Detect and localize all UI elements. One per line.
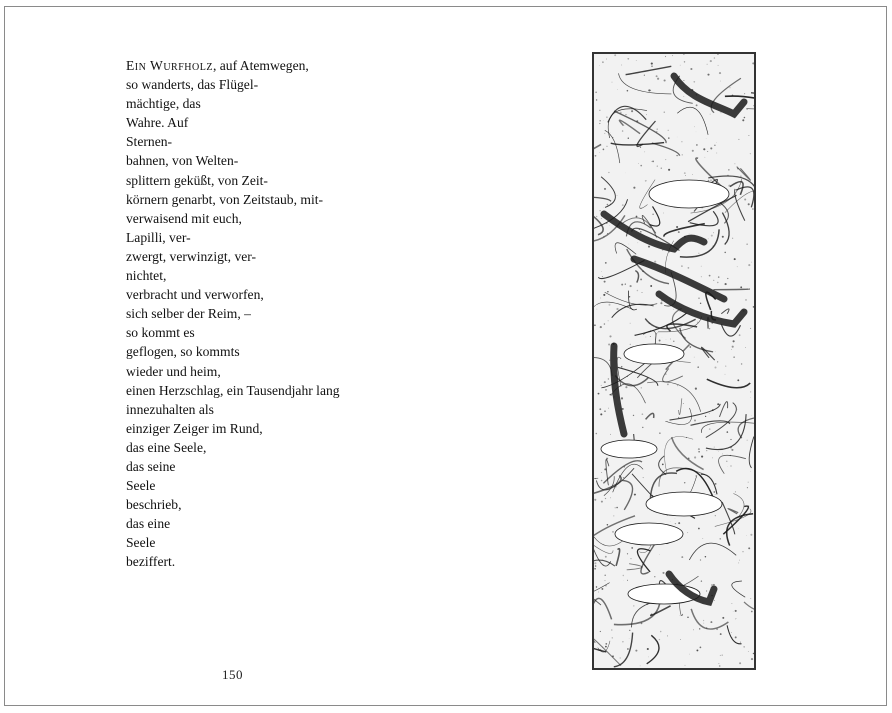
poem-line: splittern geküßt, von Zeit- [126,172,268,188]
poem-line: verbracht und verworfen, [126,287,264,303]
page-number: 150 [222,667,243,682]
poem-line: das eine [126,516,171,532]
poem-line: innezuhalten als [126,401,214,417]
poem-line: einziger Zeiger im Rund, [126,420,263,436]
poem-line: so kommt es [126,325,195,341]
poem-line: das eine Seele, [126,439,207,455]
poem-line: zwergt, verwinzigt, ver- [126,248,257,264]
poem-line: Seele [126,478,156,494]
poem-line: Lapilli, ver- [126,229,191,245]
poem-line: beschrieb, [126,497,182,513]
poem-line: Seele [126,535,156,551]
poem-line: wieder und heim, [126,363,221,379]
poem-line: verwaisend mit euch, [126,210,242,226]
abstract-etching-icon [594,54,754,668]
poem-line: einen Herzschlag, ein Tausendjahr lang [126,382,340,398]
poem-line: sich selber der Reim, – [126,306,251,322]
poem-line: bahnen, von Welten- [126,153,239,169]
poem-line: mächtige, das [126,96,201,112]
poem-opening-words: Ein Wurfholz [126,58,213,73]
poem-line [126,56,340,75]
poem-line: geflogen, so kommts [126,344,240,360]
poem-line-rest: , auf Atemwegen, [212,58,309,73]
poem-text [126,56,340,572]
poem-line: beziffert. [126,554,176,570]
poem-line: nichtet, [126,268,167,284]
etching-illustration [592,52,756,670]
poem-line: Wahre. Auf [126,115,189,131]
poem-line: das seine [126,458,176,474]
poem-line: körnern genarbt, von Zeitstaub, mit- [126,191,324,207]
poem-line: Sternen- [126,134,173,150]
poem-line: so wanderts, das Flügel- [126,77,259,93]
